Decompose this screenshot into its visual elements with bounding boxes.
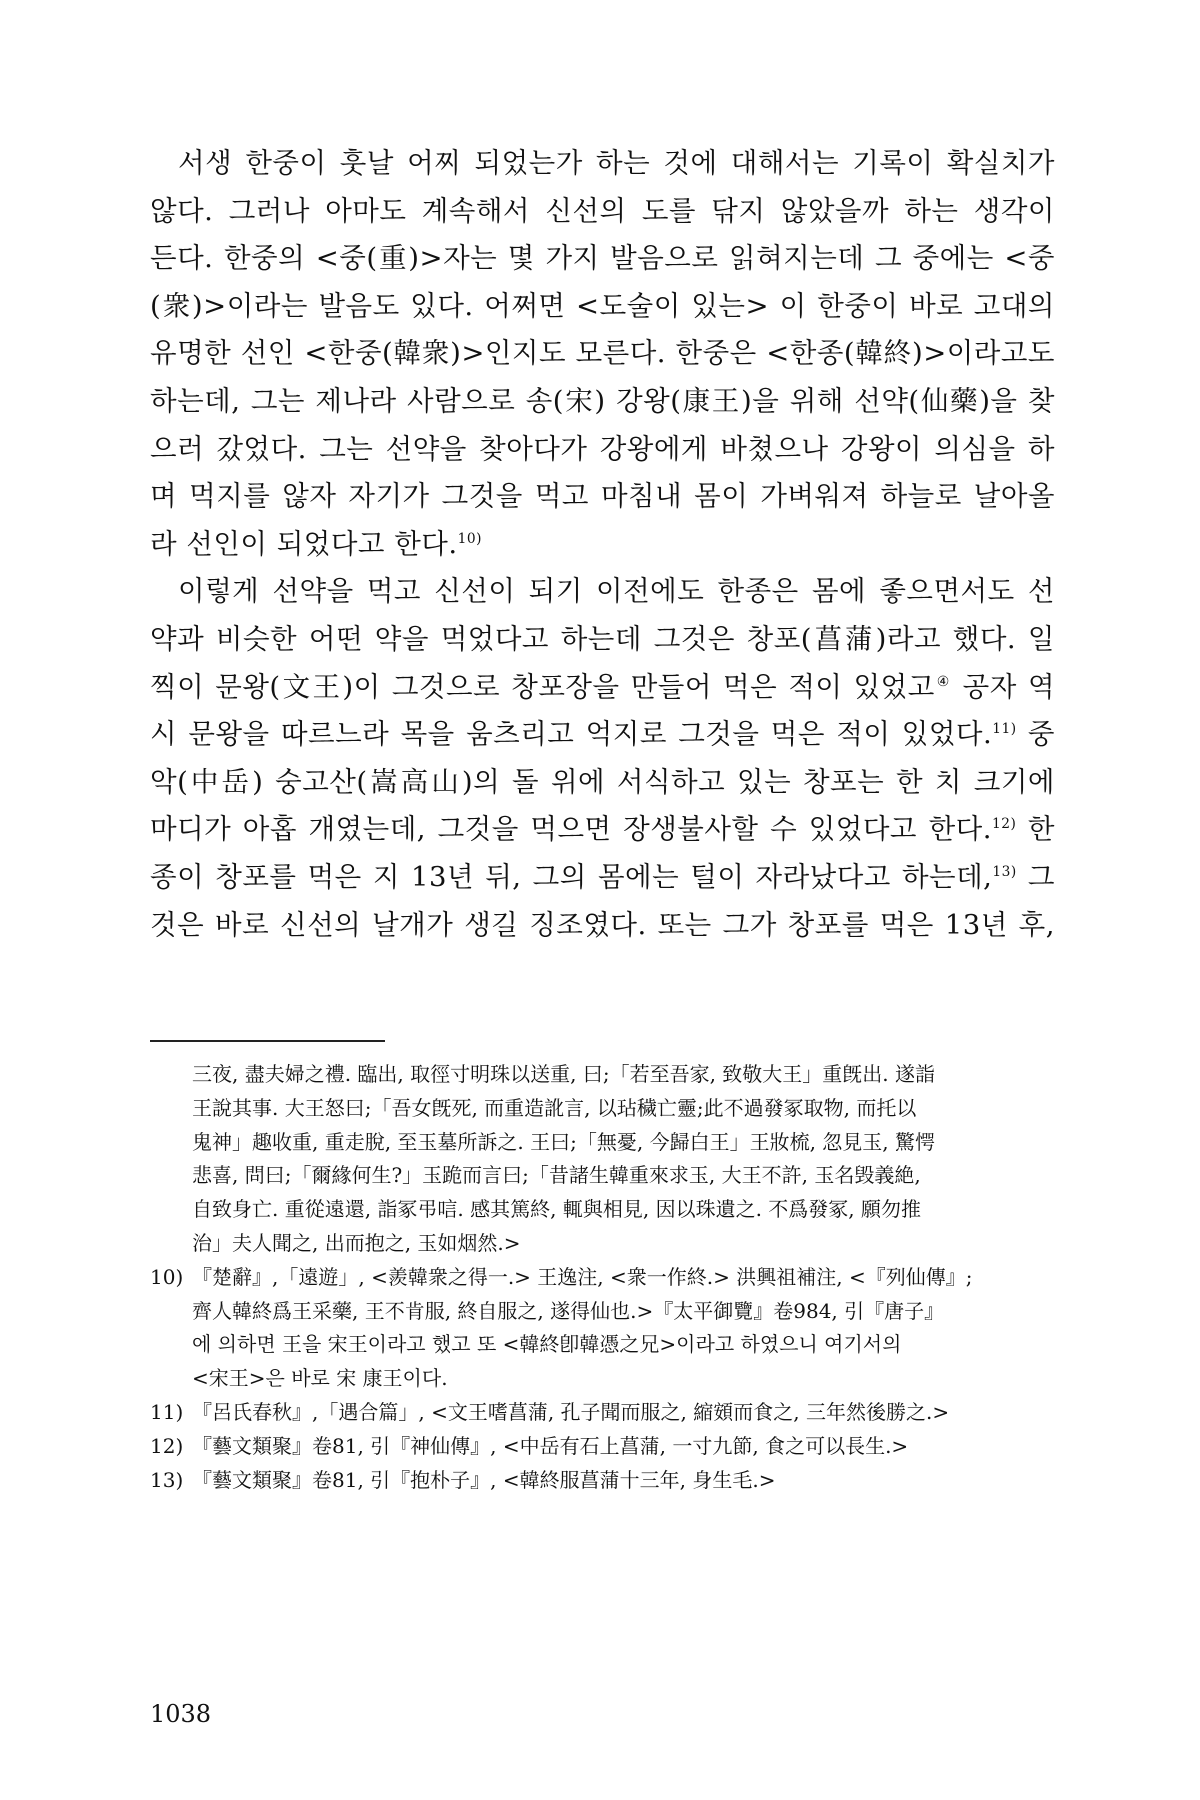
footnote-ref: 10)	[457, 530, 482, 547]
annotation-marker: ④	[934, 673, 952, 690]
footnote-line: 『呂氏春秋』,「遇合篇」, <文王嗜菖蒲, 孔子聞而服之, 縮頞而食之, 三年然後勝之.>	[192, 1399, 950, 1424]
text-line: 유명한 선인 <한중(韓衆)>인지도 모른다. 한중은 <한종(韓終)>이라고도	[150, 337, 1055, 370]
footnote-11	[150, 1396, 1055, 1430]
text-line: 약과 비슷한 어떤 약을 먹었다고 하는데 그것은 창포(菖蒲)라고 했다. 일	[150, 622, 1055, 655]
text-line: 라 선인이 되었다고 한다.$^{10)}$	[150, 527, 482, 560]
footnote-line: <宋王>은 바로 宋 康王이다.	[192, 1366, 448, 1391]
footnote-number: 11)	[150, 1399, 184, 1424]
footnote-10	[150, 1261, 1055, 1396]
footnote-ref: 11)	[992, 720, 1017, 737]
text-line: 며 먹지를 않자 자기가 그것을 먹고 마침내 몸이 가벼워져 하늘로 날아올	[150, 480, 1055, 513]
footnote-number: 12)	[150, 1433, 184, 1458]
text-line: 하는데, 그는 제나라 사람으로 송(宋) 강왕(康王)을 위해 선약(仙藥)을 찾	[150, 384, 1055, 417]
footnote-number: 10)	[150, 1264, 184, 1289]
footnote-line: 『藝文類聚』卷81, 引『抱朴子』, <韓終服菖蒲十三年, 身生毛.>	[192, 1467, 776, 1492]
footnote-ref: 12)	[991, 816, 1017, 833]
footnote-13	[150, 1464, 1055, 1498]
text-line: 으러 갔었다. 그는 선약을 찾아다가 강왕에게 바쳤으나 강왕이 의심을 하	[150, 432, 1055, 465]
paragraph-1	[150, 140, 1055, 568]
text-line: 든다. 한중의 <중(重)>자는 몇 가지 발음으로 읽혀지는데 그 중에는 <중	[150, 242, 1055, 275]
page-number: 1038	[150, 1700, 212, 1728]
main-text	[150, 140, 1055, 949]
footnote-12	[150, 1430, 1055, 1464]
text-line: 않다. 그러나 아마도 계속해서 신선의 도를 닦지 않았을까 하는 생각이	[150, 194, 1055, 227]
text-line: 마디가 아홉 개였는데, 그것을 먹으면 장생불사할 수 있었다고 한다.$^{12)}$ 한	[150, 813, 1055, 846]
footnote-line: 治」夫人聞之, 出而抱之, 玉如烟然.>	[192, 1230, 521, 1255]
text-line: 찍이 문왕(文王)이 그것으로 창포장을 만들어 먹은 적이 있었고④ 공자 역	[150, 670, 1056, 703]
footnote-line: 『楚辭』,「遠遊」, <羨韓衆之得一.> 王逸注, <衆一作終.> 洪興祖補注, <『列仙傳』;	[192, 1264, 973, 1289]
text-line: 종이 창포를 먹은 지 13년 뒤, 그의 몸에는 털이 자라났다고 하는데,$^{13)}$ 그	[150, 860, 1055, 893]
footnote-continuation	[150, 1058, 1055, 1261]
footnote-line: 鬼神」趣收重, 重走脫, 至玉墓所訴之. 王曰;「無憂, 今歸白王」王妝梳, 忽見玉, 驚愕	[192, 1129, 936, 1154]
footnote-line: 自致身亡. 重從遠還, 詣冢弔唁. 感其篤終, 輒與相見, 因以珠遺之. 不爲發冢, 願勿推	[192, 1197, 922, 1222]
text-line: 악(中岳) 숭고산(嵩高山)의 돌 위에 서식하고 있는 창포는 한 치 크기에	[150, 765, 1055, 798]
footnotes	[150, 1058, 1055, 1497]
paragraph-2	[150, 568, 1055, 949]
footnote-line: 三夜, 盡夫婦之禮. 臨出, 取徑寸明珠以送重, 曰;「若至吾家, 致敬大王」重旣出. 遂詣	[192, 1062, 936, 1086]
text-line: 서생 한중이 훗날 어찌 되었는가 하는 것에 대해서는 기록이 확실치가	[178, 147, 1055, 179]
footnote-line: 『藝文類聚』卷81, 引『神仙傳』, <中岳有石上菖蒲, 一寸九節, 食之可以長生.>	[192, 1433, 909, 1458]
footnote-line: 悲喜, 問曰;「爾緣何生?」玉跪而言曰;「昔諸生韓重來求玉, 大王不許, 玉名毁義絶,	[192, 1163, 921, 1188]
footnote-line: 에 의하면 王을 宋王이라고 했고 또 <韓終卽韓憑之兄>이라고 하였으니 여기서의	[192, 1332, 902, 1357]
footnote-number: 13)	[150, 1467, 184, 1492]
footnote-divider	[150, 1040, 385, 1042]
footnote-line: 齊人韓終爲王采藥, 王不肯服, 終自服之, 遂得仙也.>『太平御覽』卷984, 引『唐子』	[192, 1298, 945, 1323]
footnote-line: 王說其事. 大王怒曰;「吾女旣死, 而重造訛言, 以玷穢亡靈;此不過發冢取物, 而托以	[192, 1095, 917, 1120]
text-line: (衆)>이라는 발음도 있다. 어쩌면 <도술이 있는> 이 한중이 바로 고대의	[150, 289, 1055, 322]
text-line: 시 문왕을 따르느라 목을 움츠리고 억지로 그것을 먹은 적이 있었다.$^{11)}$ 중	[150, 718, 1055, 751]
footnote-ref: 13)	[992, 863, 1017, 880]
text-line: 것은 바로 신선의 날개가 생길 징조였다. 또는 그가 창포를 먹은 13년 후,	[150, 908, 1055, 941]
text-line: 이렇게 선약을 먹고 신선이 되기 이전에도 한종은 몸에 좋으면서도 선	[178, 575, 1055, 608]
